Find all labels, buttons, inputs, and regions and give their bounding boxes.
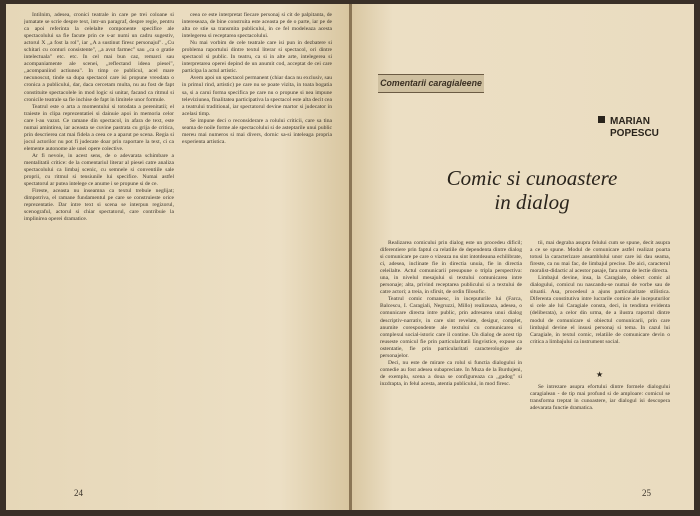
paragraph: Deci, nu este de mirare ca rolul si functia dialogului in comedie au fost adesea subapreciate. In Muza de la Burdujeni, de exemplu, scena a doua se configureaza ca ,,gadog" si inzdrapta, in felul acesta, atentia publicului, in mod firesc. — [380, 359, 522, 387]
paragraph: Se intrezare asupra efortului dintre formele dialogului caragialean - de tip mai profund si de amploare: comicul se transforma treptat in cunoastere, iar dialogul isi descopera adevarata functie dramatica. — [530, 384, 670, 412]
right-page-number: 25 — [642, 488, 651, 498]
magazine-spread — [6, 4, 694, 510]
paragraph: Fireste, aceasta nu inseamna ca textul trebuie neglijat; dimpotriva, el ramane fundamentul pe care se construieste orice reprezentatie. Dar intre text si scena se interpun regizorul, scenograful, actorul si chiar spectatorul, care contribuie la implinirea operei dramatice. — [24, 188, 174, 223]
paragraph: Avem apoi un spectacol permanent (chiar daca nu exclusiv, sau in primul rind, artistic) pe care nu se poate vizita, in toata bogatia sa, si a carui forma specifica pe care nu o propune si nea impune televiziunea, finalitatea participativa la spectacol este alta decit cea a teatrului traditional, iar spectatorul devine martor si judecator in acelasi timp. — [182, 75, 332, 117]
right-page — [352, 4, 694, 510]
square-bullet-icon — [598, 116, 605, 123]
left-page-column-2 — [182, 12, 332, 464]
paragraph: Intilnim, adesea, cronici teatrale in care pe trei coloane si jumatate se scrie despre text, intr-un paragraf, despre regie, pentru ca apoi referinta la celelalte componente specifice ale spectacolului sa fie facute prin ce s-ar numi un cadru sugestiv, actorul X ,,a fost la rol", iar ,,A a sustinut firesc personajul". ,,Cu schitari cu conturi consistente", ,,a avut farmec" sau ,,ca o gratie intelectuala" etc. etc. In cel mai bun caz, remarci sau acompaniamente ale scenei, ,,reflectand ideea piesei", ,,acompaniind actiunea". In timp ce publicul, acel mare necunoscut, tinde sa dupa spectacol care isi propune vreodata o cronica a publicului, dar, daca cercetam multa, nu au fost de fapt constituite spectacolele in mod logic si unitar, facand ca ritmul si cronicile teatrale sa fie inchise de fapt in limitele unor formule. — [24, 12, 174, 103]
paragraph: Realizarea comicului prin dialog este un procedeu dificil; diferentiere prin faptul ca relatiile de dependenta dintre dialog si comunicare pe care o vizeaza nu sint intotdeauna echilibrate, ci, adesea, inclinate fie in directia unuia, fie in directia celeilalte. Actul comunicarii presupune o tripla perspectiva: una, in nivelul mesajului si textului comunicarea intre personaje; alta, privind receptarea publicului si a textului de catre actori; a treia, in sfirsit, de ordin filosofic. — [380, 240, 522, 296]
left-page — [6, 4, 349, 510]
right-page-column-2-continued — [530, 384, 670, 482]
right-page-column-1 — [380, 240, 522, 482]
author-name: MARIAN POPESCU — [598, 116, 659, 140]
paragraph: ceea ce este interpretat fiecare personaj si cit de palpitanta, de intereseaza, de bine construita este aceasta pe de o parte, iar pe de alta ce stie sa transmita publicului, in ce fel modeleaza acesta intelegerea si receptarea spectacolului. — [182, 12, 332, 40]
section-rubric — [378, 74, 484, 93]
star-separator-icon: ★ — [596, 370, 604, 379]
paragraph: Se impune deci o reconsiderare a rolului criticii, care sa tina seama de noile forme ale spectacolului si de asteptarile unui public mereu mai numeros si mai divers, dornic sa-si inteleaga propria experienta artistica. — [182, 117, 332, 145]
right-page-column-2 — [530, 240, 670, 364]
paragraph: Teatrul comic romanesc, in inceputurile lui (Farca, Balcescu, I. Caragiali, Negruzzi, Millo) realizeaza, adesea, o comunicare directa intre public, prin adresarea unui dialog descriptiv-narrativ, in care sint revelate, desigur, complet, anumite corespondente ale textului cu comunicarea si complexul social-istoric care il contine. Un dialog de acest tip reuseste comicul fie prin particularitatii lingvistice, expuse ca ostentatie, fie prin particularitati caracterologice ale personajelor. — [380, 296, 522, 359]
paragraph: Teatrul este o arta a momentului si totodata a perenitatii; el traieste in clipa reprezentatiei si dainuie apoi in memoria celor care l-au vazut. Ce ramane din spectacol, in afara de text, este numai amintirea, iar aceasta se cuvine pastrata cu grija de critica, prin descrierea cat mai fidela a ceea ce a aparut pe scena. Regia si jocul actorilor nu pot fi judecate doar prin raportare la text, ci ca elemente autonome ale unei opere colective. — [24, 103, 174, 152]
article-title: Comic si cunoastere in dialog — [446, 166, 618, 214]
left-page-column-1 — [24, 12, 174, 482]
paragraph: Ar fi nevoie, in acest sens, de o adevarata schimbare a mentalitatii critice: de la comentariul literar al piesei catre analiza spectacolului ca limbaj scenic, cu semnele si conventiile sale proprii, cu ritmul si tensiunile lui specifice. Numai astfel spectatorul ar putea intelege ce anume i se propune si de ce. — [24, 152, 174, 188]
section-rubric-label: Comentarii caragialeene — [380, 78, 482, 88]
paragraph: tii, mai degraba asupra felului cum se spune, decit asupra a ce se spune. Modul de comunicare astfel realizat poarta totusi la caracterizare ansamblului unor care isi dau seama, fireste, ca nu mai fac, de limbajul precise. De aici, caracterul moralist-didactic al acestor pasaje, fara urma de lectie directa. — [530, 240, 670, 275]
paragraph: Nu mai vorbim de cele teatrale care isi pun in dezbatere si problema raportului dintre textul literar si spectacol, ori dintre spectacol si public. In teatru, ca si in alte arte, intelegerea si interpretarea operei depind de un anumit cod, acceptat de cei care participa la actul artistic. — [182, 40, 332, 75]
paragraph: Limbajul devine, insa, la Caragiale, obiect comic al dialogului, comicul nu nascandu-se numai de vorbe sau de situatii. Asa, procedeul a ajuns particularitate stilistica. Diferenta constitutiva intre lucrarile comice ale inceputurilor si cele ale lui Caragiale consta, deci, in tendinta evidenta (deliberata), a celor din urma, de a ilustra raportul dintre modul de comunicare si obiectul comunicarii, prin care limbajul devine el insusi personaj si tema. In cazul lui Caragiale, in textul comic, relatiile de comunicare devin o critica a limbajului ca instrument social. — [530, 275, 670, 345]
left-page-number: 24 — [74, 488, 83, 498]
